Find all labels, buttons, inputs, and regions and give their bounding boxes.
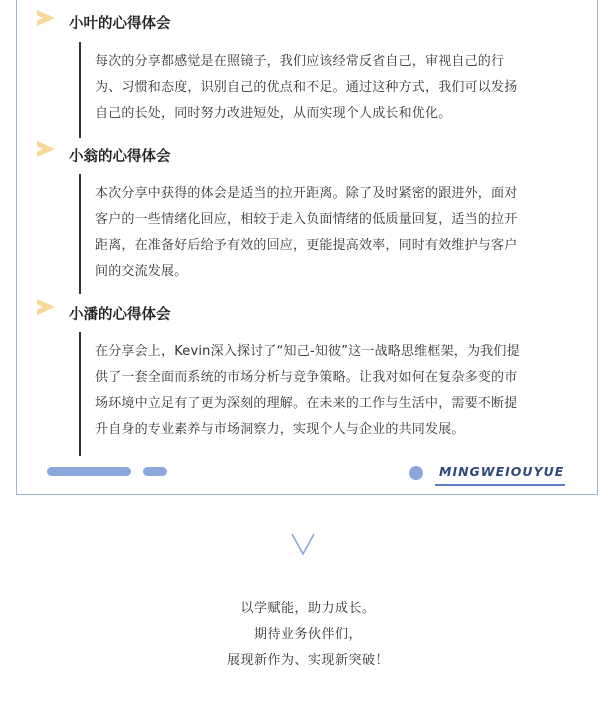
text-line: 自己的长处，同时努力改进短处，从而实现个人成长和优化。 bbox=[95, 106, 452, 121]
text-line: 客户的一些情绪化回应，相较于走入负面情绪的低质量回复，适当的拉开 bbox=[95, 212, 518, 227]
brand-underline bbox=[435, 484, 565, 486]
section-divider-line bbox=[79, 42, 81, 138]
decor-dot bbox=[409, 466, 423, 480]
decor-bar-short bbox=[143, 467, 167, 476]
text-line: 本次分享中获得的体会是适当的拉开距离。除了及时紧密的跟进外，面对 bbox=[95, 186, 518, 201]
section-text bbox=[95, 339, 581, 443]
section-divider-line bbox=[79, 174, 81, 294]
section-divider-line bbox=[79, 332, 81, 456]
arrow-marker-icon bbox=[37, 141, 55, 157]
chevron-down-icon bbox=[290, 531, 316, 557]
text-line: 每次的分享都感觉是在照镜子，我们应该经常反省自己，审视自己的行 bbox=[95, 54, 505, 69]
footer-line: 以学赋能，助力成长。 bbox=[240, 601, 376, 616]
text-line: 场环境中立足有了更为深刻的理解。在未来的工作与生活中，需要不断提 bbox=[95, 396, 518, 411]
text-line: 升自身的专业素养与市场洞察力，实现个人与企业的共同发展。 bbox=[95, 422, 465, 437]
decor-bar-long bbox=[47, 467, 131, 476]
text-line: 间的交流发展。 bbox=[95, 264, 188, 279]
arrow-marker-icon bbox=[37, 10, 55, 26]
section-text bbox=[95, 181, 581, 285]
brand-label: MINGWEIOUYUE bbox=[439, 464, 565, 479]
section-title: 小翁的心得体会 bbox=[69, 149, 171, 165]
section-title: 小叶的心得体会 bbox=[69, 16, 171, 32]
content-card bbox=[16, 0, 598, 495]
text-line: 距离，在准备好后给予有效的回应，更能提高效率，同时有效维护与客户 bbox=[95, 238, 518, 253]
arrow-marker-icon bbox=[37, 299, 55, 315]
text-line: 为、习惯和态度，识别自己的优点和不足。通过这种方式，我们可以发扬 bbox=[95, 80, 518, 95]
section-title: 小潘的心得体会 bbox=[69, 307, 171, 323]
text-line: 供了一套全面而系统的市场分析与竞争策略。让我对如何在复杂多变的市 bbox=[95, 370, 518, 385]
footer-line: 期待业务伙伴们， bbox=[253, 627, 362, 642]
footer-line: 展现新作为、实现新突破！ bbox=[226, 653, 389, 668]
section-text bbox=[95, 49, 581, 127]
text-line: 在分享会上，Kevin深入探讨了“知己-知彼”这一战略思维框架，为我们提 bbox=[95, 344, 520, 359]
